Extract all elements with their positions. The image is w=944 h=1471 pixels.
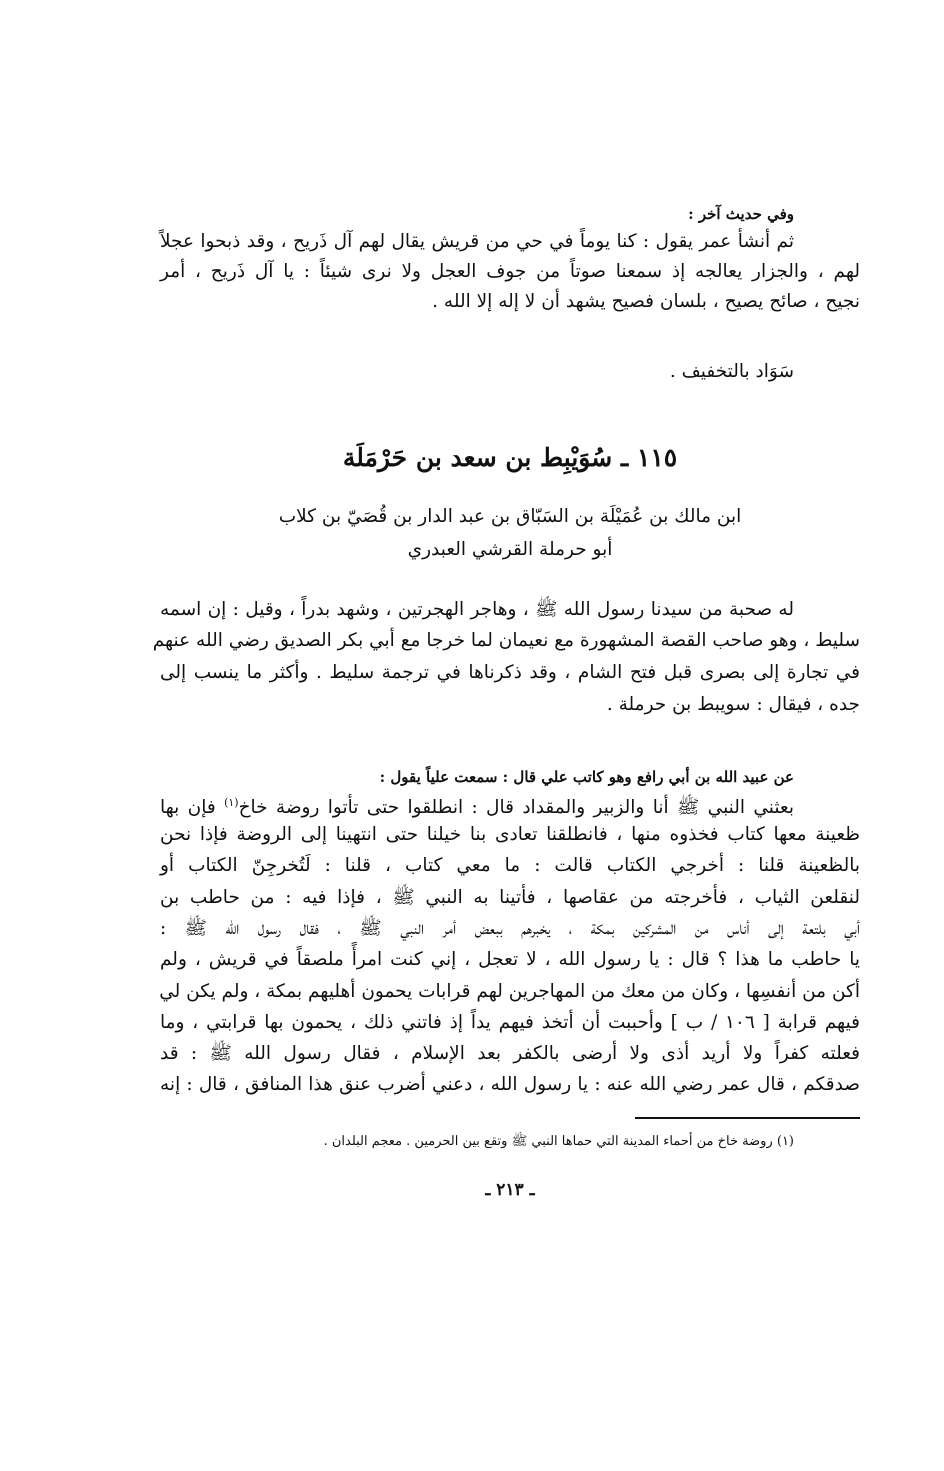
- page-number: ـ ٢١٣ ـ: [485, 1180, 535, 1200]
- lineage-line: أبو حرملة القرشي العبدري: [407, 539, 613, 560]
- entry-title: ١١٥ ـ سُوَيْبِط بن سعد بن حَرْمَلَة: [342, 443, 678, 472]
- isnad-line: عن عبيد الله بن أبي رافع وهو كاتب علي قال : سمعت علياً يقول :: [379, 768, 794, 786]
- lineage-line: ابن مالك بن عُمَيْلَة بن السَبّاق بن عبد الدار بن قُصَيّ بن كلاب: [278, 506, 742, 527]
- hadith-line: [160, 789, 860, 822]
- section-heading: وفي حديث آخر :: [688, 205, 794, 223]
- hadith-line: أكن من أنفسِها ، وكان من معك من المهاجرين لهم قرابات يحمون أهليهم بمكة ، ولم يكن لي: [159, 981, 860, 1002]
- bio-line: في تجارة إلى بصرى قبل فتح الشام ، وقد ذكرناها في ترجمة سليط . وأكثر ما ينسب إلى: [160, 662, 860, 683]
- hadith-line: ظعينة معها كتاب فخذوه منها ، فانطلقنا تعادى بنا خيلنا حتى انتهينا إلى الروضة فإذا نحن: [160, 824, 860, 845]
- hadith-text: فإن بها: [160, 797, 225, 819]
- text-line: نجيح ، صائح يصيح ، بلسان فصيح يشهد أن لا إله إلا الله .: [432, 291, 860, 312]
- hadith-text: بعثني النبي ﷺ أنا والزبير والمقداد قال : انطلقوا حتى تأتوا روضة خاخ: [238, 797, 795, 819]
- hadith-line: بالظعينة قلنا : أخرجي الكتاب قالت : ما معي كتاب ، قلنا : لَتُخرجِنّ الكتاب أو: [160, 855, 860, 876]
- footnote-ref[interactable]: (١): [224, 796, 239, 809]
- bio-line: جده ، فيقال : سويبط بن حرملة .: [606, 694, 860, 715]
- hadith-line: فيهم قرابة [ ١٠٦ / ب ] وأحببت أن أتخذ فيهم يداً إذ فاتني ذلك ، يحمون بها قرابتي ، وما: [160, 1012, 861, 1033]
- note-line: سَوَاد بالتخفيف .: [669, 361, 794, 382]
- hadith-line: أبي بلتعة إلى أناس من المشركين بمكة ، يخبرهم ببعض أمر النبي ﷺ ، فقال رسول الله ﷺ :: [160, 918, 860, 939]
- hadith-line: صدقكم ، قال عمر رضي الله عنه : يا رسول الله ، دعني أضرب عنق هذا المنافق ، قال : إنه: [160, 1074, 860, 1095]
- footnote-divider: [635, 1117, 860, 1119]
- bio-line: له صحبة من سيدنا رسول الله ﷺ ، وهاجر الهجرتين ، وشهد بدراً ، وقيل : إن اسمه: [160, 599, 794, 620]
- hadith-line: لنقلعن الثياب ، فأخرجته من عقاصها ، فأتينا به النبي ﷺ ، فإذا فيه : من حاطب بن: [160, 887, 860, 908]
- text-line: لهم ، والجزار يعالجه إذ سمعنا صوتاً من جوف العجل ولا نرى شيئاً : يا آل ذَريح ، أمر: [160, 261, 860, 282]
- bio-line: سليط ، وهو صاحب القصة المشهورة مع نعيمان لما خرجا مع أبي بكر الصديق رضي الله عنهم: [152, 630, 860, 651]
- hadith-line: فعلته كفراً ولا أريد أذى ولا أرضى بالكفر بعد الإسلام ، فقال رسول الله ﷺ : قد: [160, 1043, 860, 1064]
- text-line: ثم أنشأ عمر يقول : كنا يوماً في حي من قريش يقال لهم آل ذَريح ، وقد ذبحوا عجلاً: [160, 231, 794, 252]
- hadith-line: يا حاطب ما هذا ؟ قال : يا رسول الله ، لا تعجل ، إني كنت امرأً ملصقاً في قريش ، ولم: [160, 949, 860, 970]
- footnote: (١) روضة خاخ من أحماء المدينة التي حماها النبي ﷺ وتقع بين الحرمين . معجم البلدان .: [323, 1134, 794, 1149]
